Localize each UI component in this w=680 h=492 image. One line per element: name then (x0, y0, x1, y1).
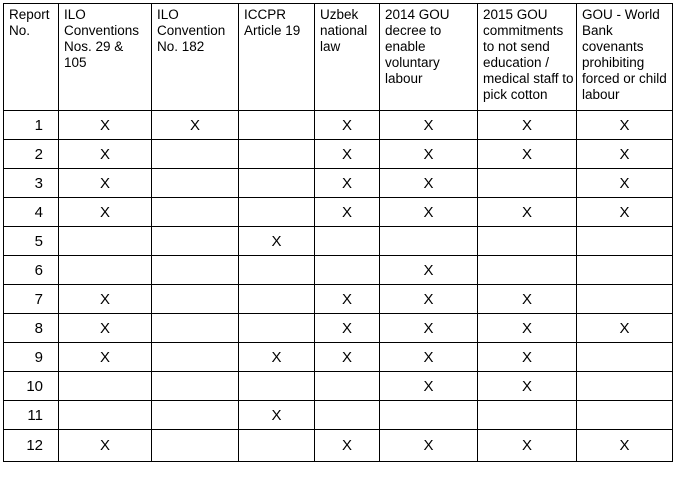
report-no-cell: 3 (4, 169, 59, 198)
gou-2015-commitments-cell: X (478, 111, 577, 140)
uzbek-national-law-cell: X (315, 314, 380, 343)
treaty-compliance-table (3, 3, 673, 462)
gou-2015-commitments-cell (478, 169, 577, 198)
gou-2014-decree-cell (380, 227, 478, 256)
header-ilo-convention-182: ILO Convention No. 182 (152, 4, 239, 111)
table-row (4, 343, 673, 372)
uzbek-national-law-cell (315, 227, 380, 256)
gou-2015-commitments-cell (478, 256, 577, 285)
ilo-convention-182-cell (152, 285, 239, 314)
ilo-conventions-29-105-cell: X (59, 169, 152, 198)
table-row (4, 198, 673, 227)
iccpr-article-19-cell (239, 198, 315, 227)
table-row (4, 314, 673, 343)
iccpr-article-19-cell (239, 256, 315, 285)
ilo-convention-182-cell (152, 227, 239, 256)
gou-world-bank-covenants-cell (577, 285, 673, 314)
ilo-convention-182-cell (152, 343, 239, 372)
uzbek-national-law-cell: X (315, 343, 380, 372)
iccpr-article-19-cell (239, 285, 315, 314)
gou-world-bank-covenants-cell: X (577, 198, 673, 227)
header-row (4, 4, 673, 111)
ilo-convention-182-cell (152, 256, 239, 285)
uzbek-national-law-cell: X (315, 140, 380, 169)
report-no-cell: 2 (4, 140, 59, 169)
ilo-conventions-29-105-cell: X (59, 314, 152, 343)
header-uzbek-national-law: Uzbek national law (315, 4, 380, 111)
ilo-conventions-29-105-cell: X (59, 198, 152, 227)
header-2015-gou-commitments: 2015 GOU commitments to not send education / medical staff to pick cotton (478, 4, 577, 111)
report-no-cell: 6 (4, 256, 59, 285)
header-ilo-conventions-29-105: ILO Conventions Nos. 29 & 105 (59, 4, 152, 111)
ilo-conventions-29-105-cell: X (59, 111, 152, 140)
ilo-convention-182-cell (152, 430, 239, 462)
table-row (4, 227, 673, 256)
gou-world-bank-covenants-cell: X (577, 169, 673, 198)
ilo-conventions-29-105-cell: X (59, 285, 152, 314)
uzbek-national-law-cell (315, 401, 380, 430)
gou-2015-commitments-cell: X (478, 140, 577, 169)
ilo-conventions-29-105-cell: X (59, 343, 152, 372)
iccpr-article-19-cell: X (239, 227, 315, 256)
gou-world-bank-covenants-cell (577, 343, 673, 372)
uzbek-national-law-cell: X (315, 111, 380, 140)
ilo-convention-182-cell (152, 198, 239, 227)
iccpr-article-19-cell (239, 430, 315, 462)
uzbek-national-law-cell (315, 256, 380, 285)
table-row (4, 372, 673, 401)
report-no-cell: 11 (4, 401, 59, 430)
report-no-cell: 4 (4, 198, 59, 227)
iccpr-article-19-cell (239, 169, 315, 198)
uzbek-national-law-cell: X (315, 198, 380, 227)
ilo-conventions-29-105-cell (59, 372, 152, 401)
gou-2015-commitments-cell (478, 401, 577, 430)
table-row (4, 256, 673, 285)
report-no-cell: 12 (4, 430, 59, 462)
iccpr-article-19-cell (239, 111, 315, 140)
gou-world-bank-covenants-cell: X (577, 430, 673, 462)
ilo-conventions-29-105-cell: X (59, 430, 152, 462)
gou-2015-commitments-cell: X (478, 285, 577, 314)
iccpr-article-19-cell (239, 372, 315, 401)
gou-2015-commitments-cell: X (478, 314, 577, 343)
iccpr-article-19-cell (239, 140, 315, 169)
ilo-conventions-29-105-cell (59, 227, 152, 256)
report-no-cell: 8 (4, 314, 59, 343)
gou-world-bank-covenants-cell (577, 227, 673, 256)
report-no-cell: 5 (4, 227, 59, 256)
gou-2015-commitments-cell: X (478, 430, 577, 462)
gou-2014-decree-cell: X (380, 169, 478, 198)
uzbek-national-law-cell: X (315, 430, 380, 462)
gou-world-bank-covenants-cell: X (577, 111, 673, 140)
gou-2014-decree-cell: X (380, 314, 478, 343)
table-row (4, 140, 673, 169)
ilo-convention-182-cell (152, 169, 239, 198)
table-row (4, 401, 673, 430)
ilo-conventions-29-105-cell (59, 401, 152, 430)
header-report-no: Report No. (4, 4, 59, 111)
gou-2014-decree-cell: X (380, 343, 478, 372)
gou-2014-decree-cell: X (380, 256, 478, 285)
gou-2014-decree-cell: X (380, 430, 478, 462)
gou-2014-decree-cell (380, 401, 478, 430)
gou-2015-commitments-cell: X (478, 198, 577, 227)
ilo-convention-182-cell (152, 401, 239, 430)
gou-world-bank-covenants-cell: X (577, 314, 673, 343)
iccpr-article-19-cell (239, 314, 315, 343)
gou-2015-commitments-cell: X (478, 372, 577, 401)
gou-2014-decree-cell: X (380, 372, 478, 401)
gou-2014-decree-cell: X (380, 285, 478, 314)
table-row (4, 169, 673, 198)
table-body (4, 111, 673, 462)
table-row (4, 111, 673, 140)
gou-2014-decree-cell: X (380, 111, 478, 140)
ilo-conventions-29-105-cell: X (59, 140, 152, 169)
report-no-cell: 1 (4, 111, 59, 140)
ilo-convention-182-cell: X (152, 111, 239, 140)
iccpr-article-19-cell: X (239, 401, 315, 430)
ilo-convention-182-cell (152, 314, 239, 343)
header-iccpr-article-19: ICCPR Article 19 (239, 4, 315, 111)
report-no-cell: 10 (4, 372, 59, 401)
uzbek-national-law-cell (315, 372, 380, 401)
gou-world-bank-covenants-cell: X (577, 140, 673, 169)
gou-world-bank-covenants-cell (577, 256, 673, 285)
gou-2014-decree-cell: X (380, 140, 478, 169)
table-row (4, 285, 673, 314)
gou-2015-commitments-cell: X (478, 343, 577, 372)
uzbek-national-law-cell: X (315, 285, 380, 314)
header-2014-gou-decree: 2014 GOU decree to enable voluntary labour (380, 4, 478, 111)
iccpr-article-19-cell: X (239, 343, 315, 372)
uzbek-national-law-cell: X (315, 169, 380, 198)
ilo-convention-182-cell (152, 140, 239, 169)
report-no-cell: 7 (4, 285, 59, 314)
table-row (4, 430, 673, 462)
ilo-conventions-29-105-cell (59, 256, 152, 285)
header-gou-world-bank-covenants: GOU - World Bank covenants prohibiting forced or child labour (577, 4, 673, 111)
ilo-convention-182-cell (152, 372, 239, 401)
gou-2014-decree-cell: X (380, 198, 478, 227)
report-no-cell: 9 (4, 343, 59, 372)
treaty-compliance-table-container (3, 3, 673, 462)
gou-world-bank-covenants-cell (577, 401, 673, 430)
gou-2015-commitments-cell (478, 227, 577, 256)
gou-world-bank-covenants-cell (577, 372, 673, 401)
